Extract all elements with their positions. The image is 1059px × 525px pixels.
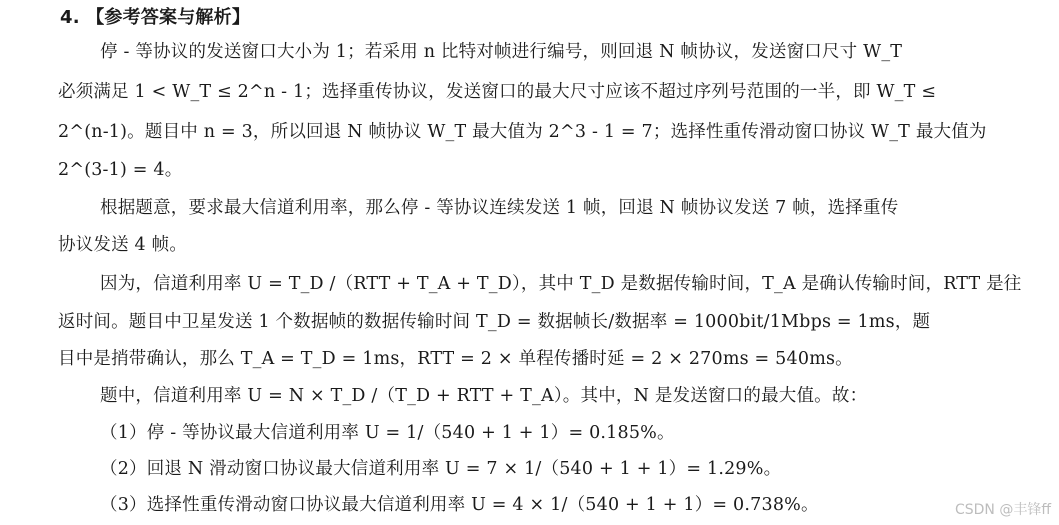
paragraph-line: 协议发送 4 帧。 bbox=[58, 235, 188, 255]
paragraph-line: 2^(3-1) = 4。 bbox=[58, 160, 183, 180]
paragraph-line: 目中是捎带确认，那么 T_A = T_D = 1ms，RTT = 2 × 单程传播时延 = 2 × 270ms = 540ms。 bbox=[58, 349, 853, 369]
paragraph-line: 题中，信道利用率 U = N × T_D /（T_D + RTT + T_A）。其中，N 是发送窗口的最大值。故： bbox=[100, 386, 868, 406]
paragraph-line: 根据题意，要求最大信道利用率，那么停 - 等协议连续发送 1 帧，回退 N 帧协议发送 7 帧，选择重传 bbox=[100, 198, 899, 218]
paragraph-line: 因为，信道利用率 U = T_D /（RTT + T_A + T_D），其中 T_D 是数据传输时间，T_A 是确认传输时间，RTT 是往 bbox=[100, 274, 1022, 294]
list-item: （1）停 - 等协议最大信道利用率 U = 1/（540 + 1 + 1）= 0.185%。 bbox=[100, 423, 675, 443]
paragraph-line: 返时间。题目中卫星发送 1 个数据帧的数据传输时间 T_D = 数据帧长/数据率 = 1000bit/1Mbps = 1ms，题 bbox=[58, 312, 931, 332]
list-item: （3）选择性重传滑动窗口协议最大信道利用率 U = 4 × 1/（540 + 1 + 1）= 0.738%。 bbox=[100, 495, 819, 515]
watermark: CSDN @丰锋ff bbox=[954, 502, 1051, 518]
paragraph-line: 2^(n-1)。题目中 n = 3，所以回退 N 帧协议 W_T 最大值为 2^3 - 1 = 7；选择性重传滑动窗口协议 W_T 最大值为 bbox=[58, 122, 987, 142]
paragraph-line: 必须满足 1 < W_T ≤ 2^n - 1；选择重传协议，发送窗口的最大尺寸应该不超过序列号范围的一半，即 W_T ≤ bbox=[58, 82, 937, 102]
section-heading: 4. 【参考答案与解析】 bbox=[60, 7, 251, 28]
list-item: （2）回退 N 滑动窗口协议最大信道利用率 U = 7 × 1/（540 + 1 + 1）= 1.29%。 bbox=[100, 459, 782, 479]
paragraph-line: 停 - 等协议的发送窗口大小为 1；若采用 n 比特对帧进行编号，则回退 N 帧协议，发送窗口尺寸 W_T bbox=[100, 42, 903, 62]
